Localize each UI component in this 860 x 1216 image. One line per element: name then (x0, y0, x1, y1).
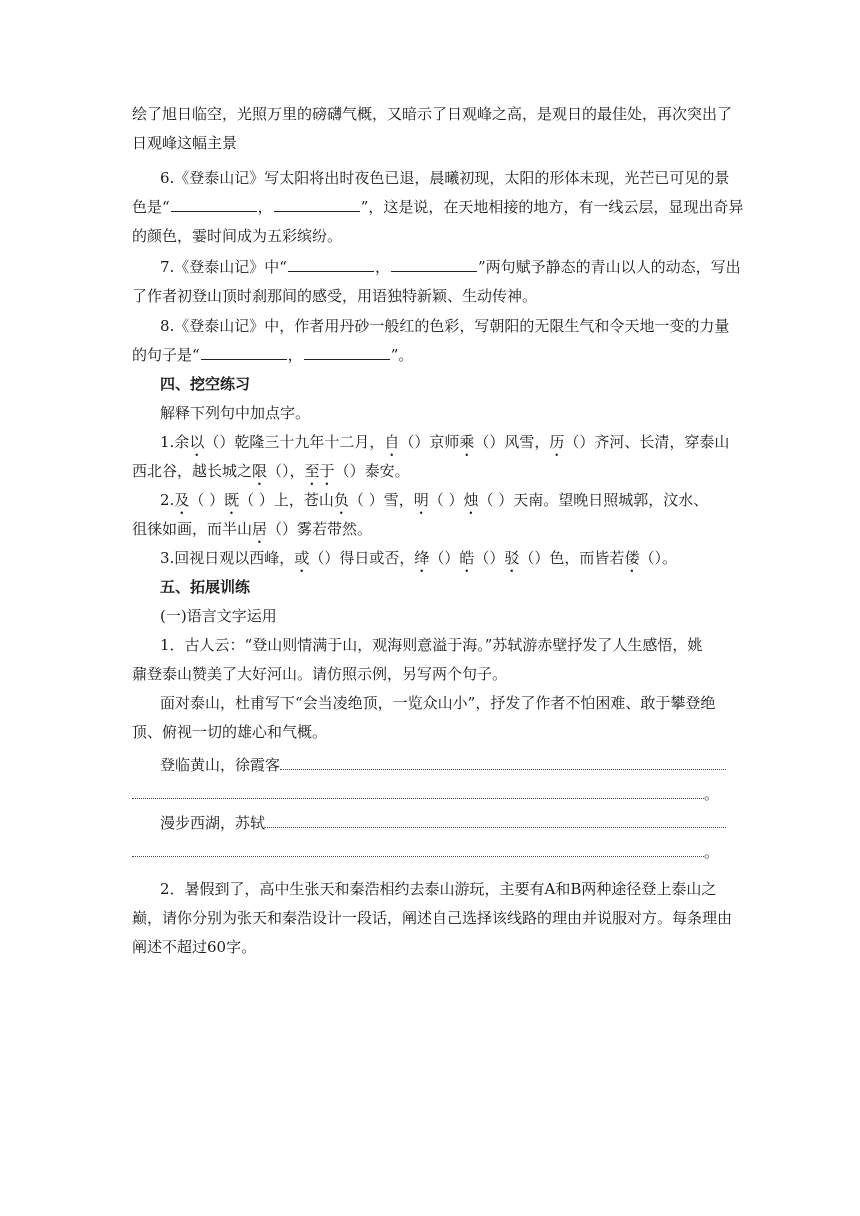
q6-line-1: 6.《登泰山记》写太阳将出时夜色已退，晨曦初现，太阳的形体未现，光芒已可见的景 (160, 169, 730, 187)
q7-line-1 (160, 257, 741, 277)
q5-continuation-line-2: 日观峰这幅主景 (132, 134, 238, 152)
q6-comma: ， (257, 198, 273, 216)
s5-example-line-2: 顶、俯视一切的雄心和气概。 (132, 723, 328, 741)
q8-comma: ， (287, 346, 303, 364)
dotted-char: 皓 (459, 549, 475, 567)
s5-q1-line-2: 鼐登泰山赞美了大好河山。请仿照示例，另写两个句子。 (132, 665, 508, 683)
text: （） (474, 549, 505, 567)
s5-q2-line-2: 巅，请你分别为张天和秦浩设计一段话，阐述自己选择该线路的理由并说服对方。每条理由 (132, 909, 733, 927)
text: （）得日或否， (309, 549, 415, 567)
q5-continuation-line-1: 绘了旭日临空，光照万里的磅礴气概，又暗示了日观峰之高，是观日的最佳处，再次突出了 (132, 105, 733, 123)
text: （）风雪， (474, 433, 550, 451)
text: 3.回视日观以西峰， (160, 549, 295, 567)
answer-2-fill-line[interactable] (265, 813, 726, 828)
dotted-char: 乘 (459, 433, 475, 451)
dotted-char: 绛 (414, 549, 430, 567)
dotted-char: 自 (384, 433, 400, 451)
dotted-char: 驳 (504, 549, 520, 567)
dotted-char: 及 (174, 491, 190, 509)
s4-q3-line (160, 548, 677, 576)
text: 1.余 (160, 433, 190, 451)
s5-example-line-1: 面对泰山，杜甫写下“会当凌绝顶，一览众山小”，抒发了作者不怕困难、敢于攀登绝 (160, 694, 716, 712)
dotted-char: 既 (224, 491, 240, 509)
answer-2-fill-line-2[interactable] (132, 842, 704, 857)
q6-blank-1[interactable] (171, 197, 257, 212)
q6-line-2 (132, 197, 743, 217)
answer-1-fill-line-2[interactable] (132, 784, 704, 799)
q6-text-a: 色是“ (132, 198, 170, 216)
dotted-char: 居 (252, 520, 268, 538)
section-5-subheading: (一)语言文字运用 (160, 607, 277, 625)
answer-1-line-1 (160, 755, 726, 775)
dotted-char: 烛 (463, 491, 479, 509)
dotted-char: 历 (549, 433, 565, 451)
answer-2-label: 漫步西湖，苏轼 (160, 814, 266, 832)
answer-2-line-1 (160, 813, 726, 833)
dotted-char: 或 (294, 549, 310, 567)
q7-text-b: ”两句赋予静态的青山以人的动态，写出 (478, 258, 741, 276)
answer-1-line-2 (132, 784, 719, 804)
dotted-char: 负 (333, 491, 349, 509)
section-4-instruction: 解释下列句中加点字。 (160, 404, 311, 422)
text: （）， (267, 462, 305, 480)
text: （）京师 (399, 433, 460, 451)
dotted-char: 限 (252, 462, 268, 480)
s4-q2-line-2 (132, 519, 372, 547)
section-5-heading: 五、拓展训练 (160, 578, 251, 596)
answer-1-fill-line[interactable] (280, 755, 726, 770)
text: （ ）上，苍山 (239, 491, 334, 509)
q8-text-b: ”。 (390, 346, 414, 364)
q7-blank-2[interactable] (391, 257, 477, 272)
q8-blank-2[interactable] (304, 345, 390, 360)
dotted-char: 至于 (304, 462, 335, 480)
q6-blank-2[interactable] (274, 197, 360, 212)
q7-text-a: 7.《登泰山记》中“ (160, 258, 287, 276)
s4-q2-line-1 (160, 490, 708, 518)
text: （）色，而皆若 (519, 549, 625, 567)
text: 西北谷，越长城之 (132, 462, 253, 480)
text: 2. (160, 491, 175, 509)
answer-1-period: 。 (704, 785, 720, 803)
section-4-heading: 四、挖空练习 (160, 375, 251, 393)
q7-comma: ， (374, 258, 390, 276)
q7-line-2: 了作者初登山顶时刹那间的感受，用语独特新颖、生动传神。 (132, 287, 538, 305)
q7-blank-1[interactable] (288, 257, 374, 272)
q8-blank-1[interactable] (201, 345, 287, 360)
q8-text-a: 的句子是“ (132, 346, 200, 364)
dotted-char: 偻 (624, 549, 640, 567)
text: （ ） (189, 491, 225, 509)
text: （）乾隆三十九年十二月， (204, 433, 385, 451)
text: （）。 (639, 549, 677, 567)
text: （ ）天南。望晚日照城郭，汶水、 (478, 491, 709, 509)
text: （） (429, 549, 460, 567)
answer-1-label: 登临黄山，徐霞客 (160, 756, 281, 774)
text: （）泰安。 (334, 462, 410, 480)
s5-q2-line-3: 阐述不超过60字。 (132, 938, 257, 956)
s4-q1-line-1 (160, 432, 729, 460)
q8-line-2 (132, 345, 413, 365)
dotted-char: 以 (189, 433, 205, 451)
text: （）雾若带然。 (267, 520, 373, 538)
text: 徂徕如画，而半山 (132, 520, 253, 538)
answer-2-line-2 (132, 842, 719, 862)
text: （）齐河、长清，穿泰山 (564, 433, 730, 451)
answer-2-period: 。 (704, 843, 720, 861)
s4-q1-line-2 (132, 461, 410, 489)
q6-line-3: 的颜色，霎时间成为五彩缤纷。 (132, 227, 343, 245)
q6-text-b: ”，这是说，在天地相接的地方，有一线云层，显现出奇异 (360, 198, 744, 216)
s5-q2-line-1: 2．暑假到了，高中生张天和秦浩相约去泰山游玩，主要有A和B两种途径登上泰山之 (160, 880, 717, 898)
dotted-char: 明 (413, 491, 429, 509)
text: （ ） (428, 491, 464, 509)
s5-q1-line-1: 1．古人云：“登山则情满于山，观海则意溢于海。”苏轼游赤壁抒发了人生感悟，姚 (160, 636, 703, 654)
q8-line-1: 8.《登泰山记》中，作者用丹砂一般红的色彩，写朝阳的无限生气和令天地一变的力量 (160, 317, 730, 335)
text: （ ）雪， (348, 491, 414, 509)
